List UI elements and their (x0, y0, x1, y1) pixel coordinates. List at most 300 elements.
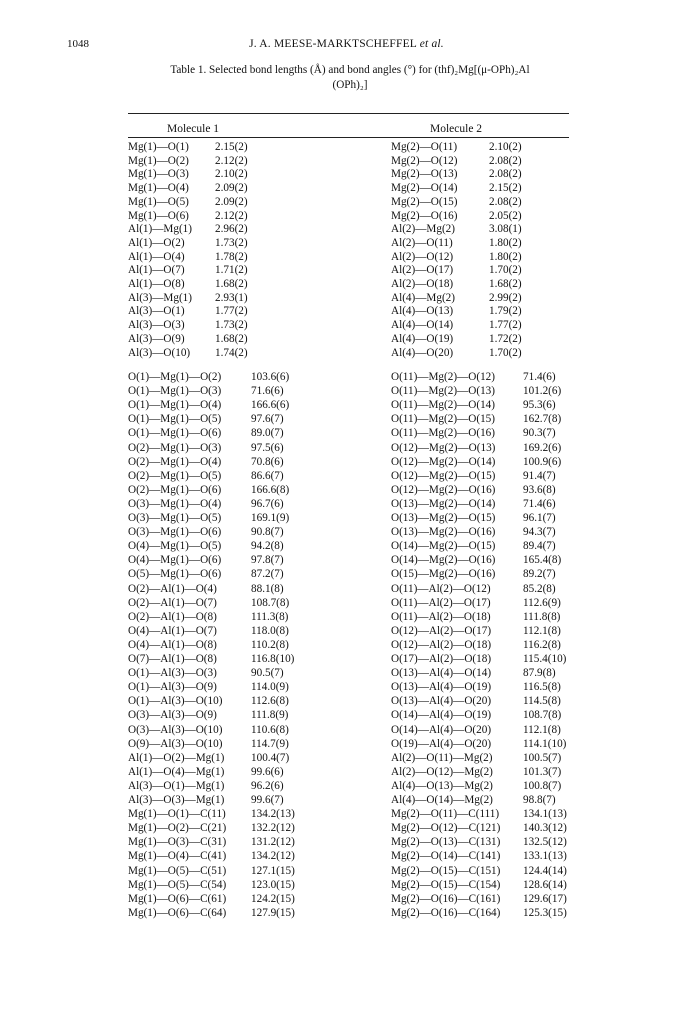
bond-angle-m1-label: O(2)—Mg(1)—O(6) (128, 483, 222, 496)
bond-length-m1-value: 2.93(1) (215, 291, 248, 304)
bond-length-m1-label: Al(1)—O(4) (128, 250, 185, 263)
bond-angle-m1-label: O(4)—Al(1)—O(8) (128, 638, 217, 651)
bond-angle-m2-label: O(13)—Mg(2)—O(15) (391, 512, 496, 524)
bond-angle-m2-label: Al(2)—O(11)—Mg(2) (391, 751, 493, 764)
bond-length-m2-value: 1.77(2) (489, 319, 522, 332)
bond-angle-m2-label: O(13)—Al(4)—O(14) (391, 667, 492, 680)
bond-length-m2-row (391, 210, 591, 223)
header-molecule-1: Molecule 1 (167, 123, 220, 135)
bond-length-m2-row (391, 196, 591, 209)
bond-angle-m1-row (128, 625, 368, 638)
bond-angle-m1-row (128, 597, 368, 610)
bond-angle-m2-row (391, 738, 611, 751)
bond-angle-m1-row (128, 879, 368, 892)
bond-length-m2-value: 2.15(2) (489, 182, 522, 195)
bond-length-m1-row (128, 305, 348, 318)
bond-angle-m1-value: 94.2(8) (251, 540, 284, 553)
bond-angle-m2-row (391, 893, 611, 906)
bond-angle-m2-label: O(11)—Mg(2)—O(12) (391, 371, 495, 383)
bond-length-m2-row (391, 155, 591, 168)
bond-angle-m2-row (391, 681, 611, 694)
bond-angle-m2-row (391, 498, 611, 511)
bond-angle-m1-value: 118.0(8) (251, 624, 289, 637)
bond-angle-m1-label: Mg(1)—O(6)—C(64) (128, 906, 227, 919)
bond-length-m2-label: Mg(2)—O(14) (391, 182, 458, 195)
bond-angle-m2-row (391, 780, 611, 793)
bond-angle-m1-value: 134.2(13) (251, 808, 295, 821)
bond-angle-m2-value: 94.3(7) (523, 526, 556, 539)
bond-length-m2-row (391, 264, 591, 277)
bond-length-m1-row (128, 155, 348, 168)
bond-length-m1-row (128, 333, 348, 346)
bond-angle-m1-value: 90.5(7) (251, 667, 284, 680)
bond-length-m2-row (391, 347, 591, 360)
bond-angle-m1-value: 96.7(6) (251, 497, 284, 510)
bond-angle-m1-label: O(2)—Mg(1)—O(4) (128, 455, 222, 468)
bond-angle-m2-value: 89.4(7) (523, 540, 556, 553)
bond-angle-m2-value: 115.4(10) (523, 653, 567, 665)
bond-angle-m2-label: Mg(2)—O(15)—C(151) (391, 864, 501, 877)
bond-angle-m1-row (128, 427, 368, 440)
caption-line-1: Table 1. Selected bond lengths (Å) and bond angles (°) for (thf)₂Mg[(μ-OPh)₂Al (170, 64, 530, 76)
bond-angle-m1-label: Al(3)—O(3)—Mg(1) (128, 794, 225, 806)
bond-angle-m1-value: 100.4(7) (251, 751, 290, 764)
bond-angle-m2-label: O(12)—Mg(2)—O(15) (391, 469, 496, 482)
bond-angle-m2-label: O(12)—Mg(2)—O(13) (391, 441, 496, 454)
bond-length-m2-row (391, 141, 591, 154)
bond-angle-m2-row (391, 865, 611, 878)
bond-angle-m2-row (391, 385, 611, 398)
bond-angle-m2-value: 85.2(8) (523, 582, 556, 595)
bond-length-m2-label: Al(4)—O(13) (391, 305, 454, 318)
bond-length-m1-row (128, 223, 348, 236)
bond-angle-m1-value: 132.2(12) (251, 822, 295, 835)
bond-angle-m1-value: 134.2(12) (251, 850, 295, 863)
bond-angle-m1-value: 103.6(6) (251, 371, 290, 383)
bond-angle-m1-row (128, 456, 368, 469)
bond-length-m2-label: Mg(2)—O(11) (391, 141, 458, 153)
bond-length-m1-label: Mg(1)—O(3) (128, 168, 189, 181)
bond-angle-m1-label: O(9)—Al(3)—O(10) (128, 737, 223, 750)
bond-angle-m2-label: O(14)—Mg(2)—O(15) (391, 540, 496, 553)
bond-angle-m2-row (391, 399, 611, 412)
bond-angle-m1-label: O(1)—Al(3)—O(3) (128, 667, 217, 680)
bond-angle-m2-row (391, 653, 611, 666)
caption-line-2: (OPh)₂] (332, 79, 368, 91)
bond-length-m1-value: 1.74(2) (215, 346, 248, 359)
bond-angle-m2-label: O(13)—Mg(2)—O(14) (391, 497, 496, 510)
bond-angle-m1-value: 166.6(6) (251, 399, 290, 412)
bond-angle-m1-row (128, 822, 368, 835)
bond-length-m1-value: 1.68(2) (215, 332, 248, 345)
bond-length-m1-label: Al(1)—O(8) (128, 278, 185, 290)
bond-angle-m2-row (391, 850, 611, 863)
bond-angle-m1-row (128, 752, 368, 765)
bond-angle-m2-value: 169.2(6) (523, 441, 562, 454)
bond-length-m2-value: 2.08(2) (489, 154, 522, 167)
bond-length-m1-value: 1.71(2) (215, 264, 248, 277)
bond-angle-m2-value: 125.3(15) (523, 906, 567, 919)
bond-length-m2-row (391, 251, 591, 264)
bond-angle-m1-row (128, 484, 368, 497)
bond-angle-m2-label: O(11)—Mg(2)—O(14) (391, 399, 495, 412)
bond-angle-m1-value: 127.9(15) (251, 906, 295, 919)
bond-angle-m1-value: 127.1(15) (251, 864, 295, 877)
bond-angle-m1-row (128, 611, 368, 624)
bond-angle-m1-value: 99.6(7) (251, 794, 284, 806)
bond-angle-m2-value: 116.2(8) (523, 638, 561, 651)
bond-angle-m2-label: O(12)—Al(2)—O(18) (391, 638, 492, 651)
bond-angle-m1-label: O(1)—Mg(1)—O(2) (128, 371, 222, 383)
bond-angle-m2-row (391, 597, 611, 610)
bond-angle-m2-row (391, 808, 611, 821)
bond-angle-m1-label: Al(1)—O(4)—Mg(1) (128, 765, 225, 778)
bond-angle-m1-row (128, 512, 368, 525)
bond-angle-m1-label: O(2)—Al(1)—O(4) (128, 582, 217, 595)
bond-angle-m2-label: Mg(2)—O(11)—C(111) (391, 808, 500, 821)
bond-angle-m2-label: O(19)—Al(4)—O(20) (391, 737, 492, 750)
bond-angle-m1-row (128, 865, 368, 878)
bond-length-m2-row (391, 223, 591, 236)
bond-angle-m2-row (391, 427, 611, 440)
bond-angle-m1-value: 97.5(6) (251, 441, 284, 454)
bond-angle-m2-row (391, 413, 611, 426)
bond-angle-m1-value: 86.6(7) (251, 469, 284, 482)
bond-angle-m1-label: Al(1)—O(2)—Mg(1) (128, 751, 225, 764)
bond-angle-m1-row (128, 695, 368, 708)
bond-angle-m2-row (391, 724, 611, 737)
bond-angle-m2-label: Mg(2)—O(16)—C(161) (391, 892, 501, 905)
bond-length-m1-row (128, 210, 348, 223)
page-number: 1048 (67, 38, 89, 50)
bond-angle-m1-value: 87.2(7) (251, 568, 284, 581)
bond-length-m2-label: Al(4)—Mg(2) (391, 291, 456, 304)
bond-angle-m2-label: Mg(2)—O(12)—C(121) (391, 822, 501, 835)
bond-angle-m2-label: O(11)—Mg(2)—O(13) (391, 385, 495, 398)
bond-length-m1-label: Al(3)—O(10) (128, 346, 191, 359)
bond-angle-m2-label: O(14)—Al(4)—O(19) (391, 709, 492, 722)
bond-angle-m2-row (391, 554, 611, 567)
bond-angle-m1-label: Mg(1)—O(3)—C(31) (128, 836, 227, 849)
bond-length-m2-label: Al(4)—O(14) (391, 319, 454, 332)
bond-length-m1-value: 1.77(2) (215, 305, 248, 318)
bond-angle-m1-value: 70.8(6) (251, 455, 284, 468)
bond-angle-m2-label: Al(2)—O(12)—Mg(2) (391, 765, 493, 778)
bond-angle-m1-label: O(1)—Mg(1)—O(4) (128, 399, 222, 412)
bond-angle-m2-value: 71.4(6) (523, 497, 556, 510)
bond-angle-m2-value: 90.3(7) (523, 427, 556, 440)
bond-angle-m2-row (391, 568, 611, 581)
bond-angle-m1-value: 112.6(8) (251, 695, 289, 708)
bond-angle-m1-value: 71.6(6) (251, 385, 284, 398)
bond-angle-m2-label: O(14)—Al(4)—O(20) (391, 723, 492, 736)
bond-length-m2-value: 1.70(2) (489, 346, 522, 359)
bond-angle-m1-value: 124.2(15) (251, 892, 295, 905)
bond-angle-m2-value: 129.6(17) (523, 892, 567, 905)
bond-length-m2-value: 3.08(1) (489, 223, 522, 236)
bond-angle-m1-label: Mg(1)—O(1)—C(11) (128, 808, 226, 821)
bond-angle-m1-row (128, 371, 368, 384)
bond-length-m1-label: Al(1)—O(7) (128, 264, 185, 277)
bond-length-m1-label: Mg(1)—O(2) (128, 154, 189, 167)
bond-angle-m2-value: 98.8(7) (523, 794, 556, 806)
bond-angle-m1-value: 166.6(8) (251, 483, 290, 496)
bond-length-m2-value: 2.10(2) (489, 141, 522, 153)
bond-angle-m2-label: O(12)—Mg(2)—O(16) (391, 483, 496, 496)
bond-angle-m2-value: 162.7(8) (523, 413, 562, 426)
bond-angle-m2-row (391, 794, 611, 807)
bond-length-m1-value: 2.12(2) (215, 209, 248, 222)
bond-angle-m1-value: 97.8(7) (251, 554, 284, 567)
bond-angle-m2-value: 114.5(8) (523, 695, 561, 708)
bond-angle-m2-row (391, 879, 611, 892)
bond-length-m1-row (128, 251, 348, 264)
bond-angle-m1-value: 89.0(7) (251, 427, 284, 440)
bond-angle-m2-label: O(11)—Al(2)—O(18) (391, 610, 491, 623)
bond-length-m1-row (128, 278, 348, 291)
running-head-authors: J. A. MEESE-MARKTSCHEFFEL (249, 38, 417, 50)
bond-length-m2-label: Mg(2)—O(15) (391, 195, 458, 208)
bond-angle-m2-row (391, 667, 611, 680)
bond-angle-m2-value: 128.6(14) (523, 878, 567, 891)
bond-angle-m2-label: Mg(2)—O(16)—C(164) (391, 906, 501, 919)
bond-angle-m1-value: 111.3(8) (251, 610, 289, 623)
bond-length-m1-value: 1.73(2) (215, 236, 248, 249)
bond-angle-m1-row (128, 724, 368, 737)
bond-length-m2-row (391, 168, 591, 181)
bond-angle-m2-value: 100.5(7) (523, 751, 562, 764)
bond-angle-m2-row (391, 836, 611, 849)
bond-angle-m1-row (128, 498, 368, 511)
bond-angle-m1-value: 88.1(8) (251, 582, 284, 595)
bond-angle-m1-label: O(4)—Mg(1)—O(6) (128, 554, 222, 567)
bond-length-m2-value: 2.05(2) (489, 209, 522, 222)
table-caption (120, 63, 580, 93)
bond-angle-m1-row (128, 681, 368, 694)
bond-angle-m2-row (391, 822, 611, 835)
bond-length-m2-value: 1.72(2) (489, 332, 522, 345)
bond-angle-m1-row (128, 554, 368, 567)
bond-length-m1-label: Mg(1)—O(1) (128, 141, 189, 153)
bond-angle-m2-label: O(14)—Mg(2)—O(16) (391, 554, 496, 567)
bond-length-m2-value: 1.80(2) (489, 250, 522, 263)
bond-angle-m1-label: O(2)—Al(1)—O(7) (128, 596, 217, 609)
running-head (0, 38, 693, 50)
bond-length-m2-label: Al(2)—O(11) (391, 236, 453, 249)
bond-angle-m2-label: O(13)—Mg(2)—O(16) (391, 526, 496, 539)
bond-angle-m1-label: O(1)—Mg(1)—O(6) (128, 427, 222, 440)
bond-length-m2-label: Al(2)—O(18) (391, 278, 454, 290)
bond-length-m1-value: 1.68(2) (215, 278, 248, 290)
bond-angle-m2-value: 124.4(14) (523, 864, 567, 877)
bond-length-m2-value: 1.70(2) (489, 264, 522, 277)
table-top-rule (128, 113, 569, 114)
bond-angle-m1-row (128, 639, 368, 652)
bond-length-m1-row (128, 237, 348, 250)
bond-angle-m2-row (391, 611, 611, 624)
bond-angle-m2-value: 100.9(6) (523, 455, 562, 468)
bond-angle-m1-row (128, 907, 368, 920)
bond-length-m2-label: Al(2)—O(17) (391, 264, 454, 277)
bond-angle-m2-row (391, 583, 611, 596)
bond-angle-m1-row (128, 794, 368, 807)
bond-angle-m1-row (128, 442, 368, 455)
bond-length-m1-label: Al(3)—O(3) (128, 319, 185, 332)
bond-angle-m1-row (128, 470, 368, 483)
bond-angle-m1-row (128, 526, 368, 539)
bond-angle-m2-value: 87.9(8) (523, 667, 556, 680)
bond-angle-m2-label: O(12)—Mg(2)—O(14) (391, 455, 496, 468)
bond-length-m2-label: Al(4)—O(20) (391, 346, 454, 359)
bond-length-m2-row (391, 237, 591, 250)
bond-angle-m1-row (128, 738, 368, 751)
bond-length-m2-value: 2.08(2) (489, 195, 522, 208)
bond-angle-m2-label: Al(4)—O(14)—Mg(2) (391, 794, 493, 806)
header-rule (128, 137, 569, 138)
bond-angle-m1-row (128, 780, 368, 793)
bond-angle-m2-value: 100.8(7) (523, 779, 562, 792)
bond-angle-m2-value: 112.6(9) (523, 596, 561, 609)
bond-angle-m1-value: 97.6(7) (251, 413, 284, 426)
bond-length-m1-value: 2.09(2) (215, 195, 248, 208)
bond-angle-m1-label: O(7)—Al(1)—O(8) (128, 653, 217, 665)
bond-angle-m2-value: 91.4(7) (523, 469, 556, 482)
bond-length-m1-row (128, 347, 348, 360)
bond-angle-m1-row (128, 850, 368, 863)
bond-angle-m2-value: 93.6(8) (523, 483, 556, 496)
bond-angle-m1-label: O(5)—Mg(1)—O(6) (128, 568, 222, 581)
bond-angle-m2-row (391, 766, 611, 779)
bond-angle-m2-value: 132.5(12) (523, 836, 567, 849)
bond-angle-m2-row (391, 639, 611, 652)
bond-angle-m1-label: O(4)—Mg(1)—O(5) (128, 540, 222, 553)
bond-length-m1-row (128, 182, 348, 195)
bond-length-m2-value: 2.99(2) (489, 291, 522, 304)
bond-angle-m2-value: 96.1(7) (523, 512, 556, 524)
bond-angle-m1-row (128, 766, 368, 779)
bond-angle-m1-label: O(3)—Mg(1)—O(6) (128, 526, 222, 539)
bond-angle-m1-label: Mg(1)—O(6)—C(61) (128, 892, 227, 905)
bond-angle-m2-label: Mg(2)—O(14)—C(141) (391, 850, 501, 863)
bond-angle-m2-value: 112.1(8) (523, 624, 561, 637)
bond-angle-m2-label: O(11)—Al(2)—O(12) (391, 582, 491, 595)
bond-angle-m2-row (391, 512, 611, 525)
bond-angle-m2-value: 89.2(7) (523, 568, 556, 581)
bond-length-m1-value: 2.12(2) (215, 154, 248, 167)
bond-length-m2-label: Al(4)—O(19) (391, 332, 454, 345)
bond-length-m1-value: 1.73(2) (215, 319, 248, 332)
bond-angle-m1-value: 90.8(7) (251, 526, 284, 539)
bond-length-m2-row (391, 182, 591, 195)
bond-angle-m2-value: 111.8(8) (523, 610, 561, 623)
bond-angle-m2-label: Mg(2)—O(13)—C(131) (391, 836, 501, 849)
bond-angle-m2-value: 116.5(8) (523, 681, 561, 694)
bond-length-m2-row (391, 333, 591, 346)
bond-length-m2-label: Mg(2)—O(16) (391, 209, 458, 222)
bond-angle-m1-row (128, 540, 368, 553)
bond-angle-m1-label: O(4)—Al(1)—O(7) (128, 624, 217, 637)
bond-length-m1-value: 2.10(2) (215, 168, 248, 181)
bond-angle-m2-row (391, 484, 611, 497)
bond-angle-m2-value: 165.4(8) (523, 554, 562, 567)
bond-angle-m2-row (391, 625, 611, 638)
bond-angle-m1-value: 114.7(9) (251, 737, 289, 750)
bond-angle-m1-label: O(3)—Al(3)—O(10) (128, 723, 223, 736)
bond-angle-m2-label: O(13)—Al(4)—O(20) (391, 695, 492, 708)
bond-angle-m1-label: Mg(1)—O(2)—C(21) (128, 822, 227, 835)
bond-length-m2-value: 2.08(2) (489, 168, 522, 181)
bond-length-m1-label: Al(3)—O(9) (128, 332, 185, 345)
bond-angle-m2-value: 134.1(13) (523, 808, 567, 821)
bond-length-m1-label: Mg(1)—O(6) (128, 209, 189, 222)
bond-length-m2-value: 1.79(2) (489, 305, 522, 318)
bond-angle-m1-label: O(3)—Al(3)—O(9) (128, 709, 217, 722)
bond-length-m2-label: Al(2)—Mg(2) (391, 223, 456, 236)
bond-angle-m1-label: O(3)—Mg(1)—O(5) (128, 512, 222, 524)
bond-angle-m1-label: O(1)—Al(3)—O(9) (128, 681, 217, 694)
bond-length-m1-value: 2.15(2) (215, 141, 248, 153)
bond-angle-m1-label: O(1)—Mg(1)—O(3) (128, 385, 222, 398)
bond-length-m1-value: 2.96(2) (215, 223, 248, 236)
bond-angle-m1-row (128, 709, 368, 722)
bond-angle-m2-label: O(12)—Al(2)—O(17) (391, 624, 492, 637)
bond-angle-m2-row (391, 526, 611, 539)
bond-angle-m1-row (128, 385, 368, 398)
bond-length-m2-label: Mg(2)—O(13) (391, 168, 458, 181)
bond-angle-m1-label: Al(3)—O(1)—Mg(1) (128, 779, 225, 792)
bond-angle-m1-row (128, 836, 368, 849)
bond-angle-m2-label: O(17)—Al(2)—O(18) (391, 653, 492, 665)
bond-length-m1-label: Al(1)—Mg(1) (128, 223, 193, 236)
bond-angle-m1-row (128, 808, 368, 821)
bond-length-m1-label: Al(3)—Mg(1) (128, 291, 193, 304)
bond-length-m2-value: 1.80(2) (489, 236, 522, 249)
bond-angle-m1-row (128, 399, 368, 412)
bond-angle-m2-row (391, 442, 611, 455)
bond-angle-m2-value: 108.7(8) (523, 709, 562, 722)
bond-length-m1-row (128, 141, 348, 154)
bond-angle-m2-value: 114.1(10) (523, 737, 567, 750)
bond-angle-m1-value: 116.8(10) (251, 653, 295, 665)
bond-angle-m2-label: O(11)—Al(2)—O(17) (391, 596, 491, 609)
bond-angle-m2-row (391, 470, 611, 483)
bond-angle-m1-value: 114.0(9) (251, 681, 289, 694)
bond-length-m1-row (128, 292, 348, 305)
bond-angle-m2-label: Mg(2)—O(15)—C(154) (391, 878, 501, 891)
bond-angle-m1-label: O(2)—Mg(1)—O(5) (128, 469, 222, 482)
bond-length-m2-row (391, 319, 591, 332)
header-molecule-2: Molecule 2 (430, 123, 483, 135)
bond-angle-m2-value: 133.1(13) (523, 850, 567, 863)
bond-length-m2-value: 1.68(2) (489, 278, 522, 290)
bond-angle-m1-value: 96.2(6) (251, 779, 284, 792)
bond-angle-m2-row (391, 371, 611, 384)
bond-angle-m1-value: 108.7(8) (251, 596, 290, 609)
bond-angle-m2-label: O(11)—Mg(2)—O(15) (391, 413, 495, 426)
bond-angle-m1-label: O(2)—Mg(1)—O(3) (128, 441, 222, 454)
bond-angle-m2-value: 112.1(8) (523, 723, 561, 736)
bond-angle-m2-row (391, 752, 611, 765)
bond-length-m2-label: Mg(2)—O(12) (391, 154, 458, 167)
bond-angle-m1-label: Mg(1)—O(5)—C(54) (128, 878, 227, 891)
bond-angle-m2-label: Al(4)—O(13)—Mg(2) (391, 779, 493, 792)
bond-angle-m2-row (391, 695, 611, 708)
bond-angle-m2-value: 140.3(12) (523, 822, 567, 835)
bond-length-m1-value: 1.78(2) (215, 250, 248, 263)
bond-angle-m1-row (128, 893, 368, 906)
bond-angle-m1-label: O(1)—Al(3)—O(10) (128, 695, 223, 708)
bond-angle-m2-value: 101.2(6) (523, 385, 562, 398)
